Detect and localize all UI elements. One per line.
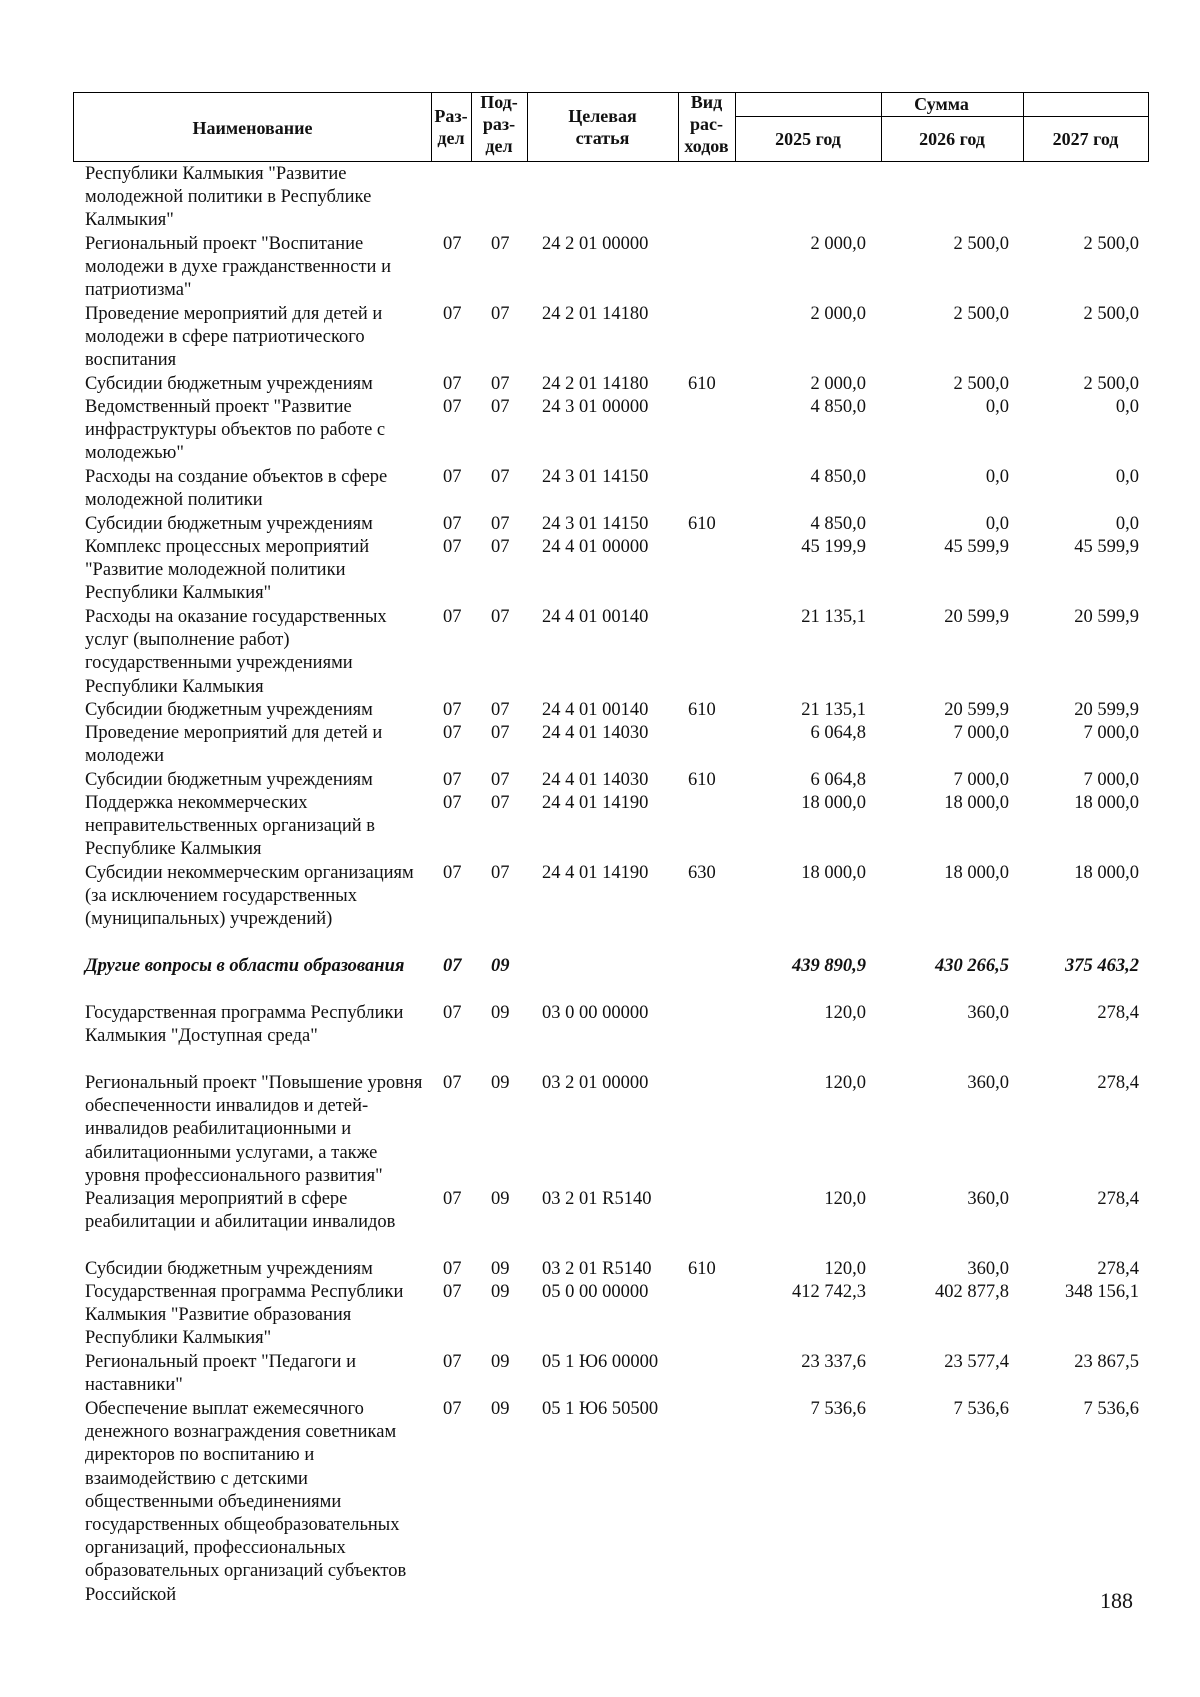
row-2025: 4 850,0 (810, 467, 866, 487)
row-podrazdel: 07 (491, 700, 510, 720)
row-name: Региональный проект "Воспитание молодежи в духе гражданственности и патриотизма" (85, 234, 391, 301)
row-podrazdel: 09 (491, 956, 510, 976)
row-name: Государственная программа Республики Калмыкия "Доступная среда" (85, 1003, 404, 1047)
row-podrazdel: 09 (491, 1003, 510, 1023)
row-target: 24 4 01 14030 (542, 723, 649, 743)
row-name: Проведение мероприятий для детей и молодежи в сфере патриотического воспитания (85, 304, 383, 371)
row-2026: 0,0 (985, 514, 1009, 534)
row-name: Расходы на оказание государственных услуг (выполнение работ) государственными учреждениями Республики Калмыкия (85, 607, 387, 697)
row-2027: 2 500,0 (1083, 374, 1139, 394)
row-razdel: 07 (443, 863, 462, 883)
row-podrazdel: 09 (491, 1259, 510, 1279)
row-name: Субсидии бюджетным учреждениям (85, 770, 373, 790)
row-2027: 375 463,2 (1065, 956, 1139, 976)
row-name: Расходы на создание объектов в сфере молодежной политики (85, 467, 388, 511)
row-razdel: 07 (443, 1259, 462, 1279)
row-2027: 7 536,6 (1083, 1399, 1139, 1419)
row-podrazdel: 09 (491, 1352, 510, 1372)
row-vid: 630 (688, 863, 716, 883)
row-vid: 610 (688, 770, 716, 790)
row-2025: 21 135,1 (801, 607, 866, 627)
row-name: Субсидии некоммерческим организациям (за исключением государственных (муниципальных) учреждений) (85, 863, 414, 930)
row-razdel: 07 (443, 1003, 462, 1023)
row-target: 05 1 Ю6 50500 (542, 1399, 659, 1419)
row-2025: 2 000,0 (810, 304, 866, 324)
row-2025: 45 199,9 (801, 537, 866, 557)
row-target: 24 3 01 14150 (542, 514, 649, 534)
row-2025: 21 135,1 (801, 700, 866, 720)
row-razdel: 07 (443, 514, 462, 534)
row-2027: 348 156,1 (1065, 1282, 1139, 1302)
row-vid: 610 (688, 700, 716, 720)
row-vid: 610 (688, 374, 716, 394)
row-target: 24 3 01 00000 (542, 397, 649, 417)
row-podrazdel: 07 (491, 304, 510, 324)
header-2026: 2026 год (919, 129, 985, 149)
row-2027: 2 500,0 (1083, 234, 1139, 254)
row-2025: 2 000,0 (810, 374, 866, 394)
row-2026: 18 000,0 (944, 793, 1009, 813)
header-summa: Сумма (914, 94, 969, 114)
row-2027: 20 599,9 (1074, 607, 1139, 627)
row-name: Реализация мероприятий в сфере реабилитации и абилитации инвалидов (85, 1189, 396, 1233)
row-podrazdel: 09 (491, 1399, 510, 1419)
row-2026: 45 599,9 (944, 537, 1009, 557)
row-2027: 18 000,0 (1074, 863, 1139, 883)
page-number: 188 (1100, 1588, 1133, 1613)
row-razdel: 07 (443, 304, 462, 324)
row-2027: 278,4 (1097, 1259, 1139, 1279)
row-2026: 7 000,0 (953, 770, 1009, 790)
row-name: Комплекс процессных мероприятий "Развитие молодежной политики Республики Калмыкия" (85, 537, 370, 604)
row-podrazdel: 07 (491, 770, 510, 790)
row-2026: 2 500,0 (953, 234, 1009, 254)
row-podrazdel: 07 (491, 723, 510, 743)
row-podrazdel: 07 (491, 397, 510, 417)
row-2026: 2 500,0 (953, 304, 1009, 324)
row-2025: 6 064,8 (810, 770, 866, 790)
row-razdel: 07 (443, 397, 462, 417)
row-2026: 20 599,9 (944, 700, 1009, 720)
row-2027: 18 000,0 (1074, 793, 1139, 813)
row-2026: 0,0 (985, 397, 1009, 417)
row-name: Поддержка некоммерческих неправительственных организаций в Республике Калмыкия (85, 793, 375, 860)
row-2025: 120,0 (824, 1073, 866, 1093)
row-podrazdel: 07 (491, 537, 510, 557)
row-razdel: 07 (443, 700, 462, 720)
row-target: 03 2 01 R5140 (542, 1259, 652, 1279)
row-2027: 7 000,0 (1083, 723, 1139, 743)
row-razdel: 07 (443, 467, 462, 487)
row-name: Субсидии бюджетным учреждениям (85, 374, 373, 394)
row-target: 24 4 01 00140 (542, 700, 649, 720)
row-name: Субсидии бюджетным учреждениям (85, 514, 373, 534)
row-target: 24 4 01 14190 (542, 793, 649, 813)
row-razdel: 07 (443, 537, 462, 557)
header-razdel: Раз- дел (434, 106, 468, 148)
row-2025: 4 850,0 (810, 397, 866, 417)
row-target: 24 2 01 00000 (542, 234, 649, 254)
row-target: 24 4 01 14190 (542, 863, 649, 883)
row-target: 24 3 01 14150 (542, 467, 649, 487)
row-name: Другие вопросы в области образования (85, 956, 405, 976)
row-target: 03 2 01 R5140 (542, 1189, 652, 1209)
row-2027: 45 599,9 (1074, 537, 1139, 557)
row-2025: 6 064,8 (810, 723, 866, 743)
row-razdel: 07 (443, 770, 462, 790)
row-razdel: 07 (443, 374, 462, 394)
row-2025: 412 742,3 (792, 1282, 866, 1302)
row-2026: 2 500,0 (953, 374, 1009, 394)
row-target: 24 4 01 00000 (542, 537, 649, 557)
row-2027: 278,4 (1097, 1189, 1139, 1209)
row-target: 24 2 01 14180 (542, 304, 649, 324)
row-2027: 278,4 (1097, 1073, 1139, 1093)
row-2026: 360,0 (967, 1189, 1009, 1209)
row-2025: 439 890,9 (792, 956, 866, 976)
row-razdel: 07 (443, 793, 462, 813)
row-name: Проведение мероприятий для детей и молодежи (85, 723, 383, 767)
row-2026: 23 577,4 (944, 1352, 1009, 1372)
row-2025: 7 536,6 (810, 1399, 866, 1419)
row-podrazdel: 07 (491, 863, 510, 883)
row-name: Субсидии бюджетным учреждениям (85, 700, 373, 720)
row-name: Региональный проект "Повышение уровня обеспеченности инвалидов и детей-инвалидов реабилитационными и абилитационными услугами, а также уровня профессионального развития" (85, 1073, 423, 1186)
row-name: Обеспечение выплат ежемесячного денежного вознаграждения советникам директоров по воспитанию и взаимодействию с детскими общественными объединениями государственных общеобразовательных организаций, профессиональных образовательных организаций субъектов Российской (85, 1399, 407, 1605)
header-2027: 2027 год (1052, 129, 1119, 149)
header-target: Целевая статья (568, 106, 637, 148)
row-2027: 20 599,9 (1074, 700, 1139, 720)
row-2025: 18 000,0 (801, 863, 866, 883)
row-razdel: 07 (443, 234, 462, 254)
row-2027: 278,4 (1097, 1003, 1139, 1023)
row-razdel: 07 (443, 607, 462, 627)
row-2027: 0,0 (1115, 397, 1139, 417)
row-2025: 120,0 (824, 1003, 866, 1023)
row-vid: 610 (688, 1259, 716, 1279)
row-2027: 7 000,0 (1083, 770, 1139, 790)
row-podrazdel: 07 (491, 607, 510, 627)
row-2026: 0,0 (985, 467, 1009, 487)
row-2025: 120,0 (824, 1189, 866, 1209)
row-2027: 23 867,5 (1074, 1352, 1139, 1372)
row-target: 24 4 01 00140 (542, 607, 649, 627)
row-podrazdel: 09 (491, 1282, 510, 1302)
row-2026: 360,0 (967, 1259, 1009, 1279)
row-podrazdel: 07 (491, 793, 510, 813)
row-2025: 2 000,0 (810, 234, 866, 254)
table-header (73, 92, 1149, 162)
row-2026: 360,0 (967, 1073, 1009, 1093)
row-razdel: 07 (443, 956, 462, 976)
row-2026: 360,0 (967, 1003, 1009, 1023)
row-podrazdel: 09 (491, 1189, 510, 1209)
row-target: 24 2 01 14180 (542, 374, 649, 394)
row-podrazdel: 07 (491, 374, 510, 394)
row-razdel: 07 (443, 1073, 462, 1093)
header-2025: 2025 год (775, 129, 841, 149)
row-vid: 610 (688, 514, 716, 534)
header-name: Наименование (192, 118, 313, 138)
row-podrazdel: 07 (491, 234, 510, 254)
row-podrazdel: 09 (491, 1073, 510, 1093)
row-name: Республики Калмыкия "Развитие молодежной политики в Республике Калмыкия" (85, 164, 372, 231)
row-podrazdel: 07 (491, 514, 510, 534)
row-2026: 18 000,0 (944, 863, 1009, 883)
row-2027: 0,0 (1115, 467, 1139, 487)
row-razdel: 07 (443, 1399, 462, 1419)
header-vid: Вид рас- ходов (684, 92, 729, 156)
row-target: 03 0 00 00000 (542, 1003, 649, 1023)
row-name: Субсидии бюджетным учреждениям (85, 1259, 373, 1279)
row-2027: 0,0 (1115, 514, 1139, 534)
row-razdel: 07 (443, 1352, 462, 1372)
row-2025: 120,0 (824, 1259, 866, 1279)
row-2025: 4 850,0 (810, 514, 866, 534)
row-target: 03 2 01 00000 (542, 1073, 649, 1093)
row-razdel: 07 (443, 1189, 462, 1209)
header-podrazdel: Под- раз- дел (480, 92, 518, 156)
row-podrazdel: 07 (491, 467, 510, 487)
row-2025: 18 000,0 (801, 793, 866, 813)
row-target: 05 0 00 00000 (542, 1282, 649, 1302)
row-target: 24 4 01 14030 (542, 770, 649, 790)
row-name: Ведомственный проект "Развитие инфраструктуры объектов по работе с молодежью" (85, 397, 386, 464)
row-2027: 2 500,0 (1083, 304, 1139, 324)
row-2026: 20 599,9 (944, 607, 1009, 627)
row-2026: 430 266,5 (935, 956, 1009, 976)
row-name: Государственная программа Республики Калмыкия "Развитие образования Республики Калмыкия" (85, 1282, 404, 1349)
row-2025: 23 337,6 (801, 1352, 866, 1372)
row-razdel: 07 (443, 1282, 462, 1302)
row-2026: 402 877,8 (935, 1282, 1009, 1302)
row-razdel: 07 (443, 723, 462, 743)
row-name: Региональный проект "Педагоги и наставники" (85, 1352, 356, 1396)
row-2026: 7 000,0 (953, 723, 1009, 743)
row-target: 05 1 Ю6 00000 (542, 1352, 659, 1372)
row-2026: 7 536,6 (953, 1399, 1009, 1419)
